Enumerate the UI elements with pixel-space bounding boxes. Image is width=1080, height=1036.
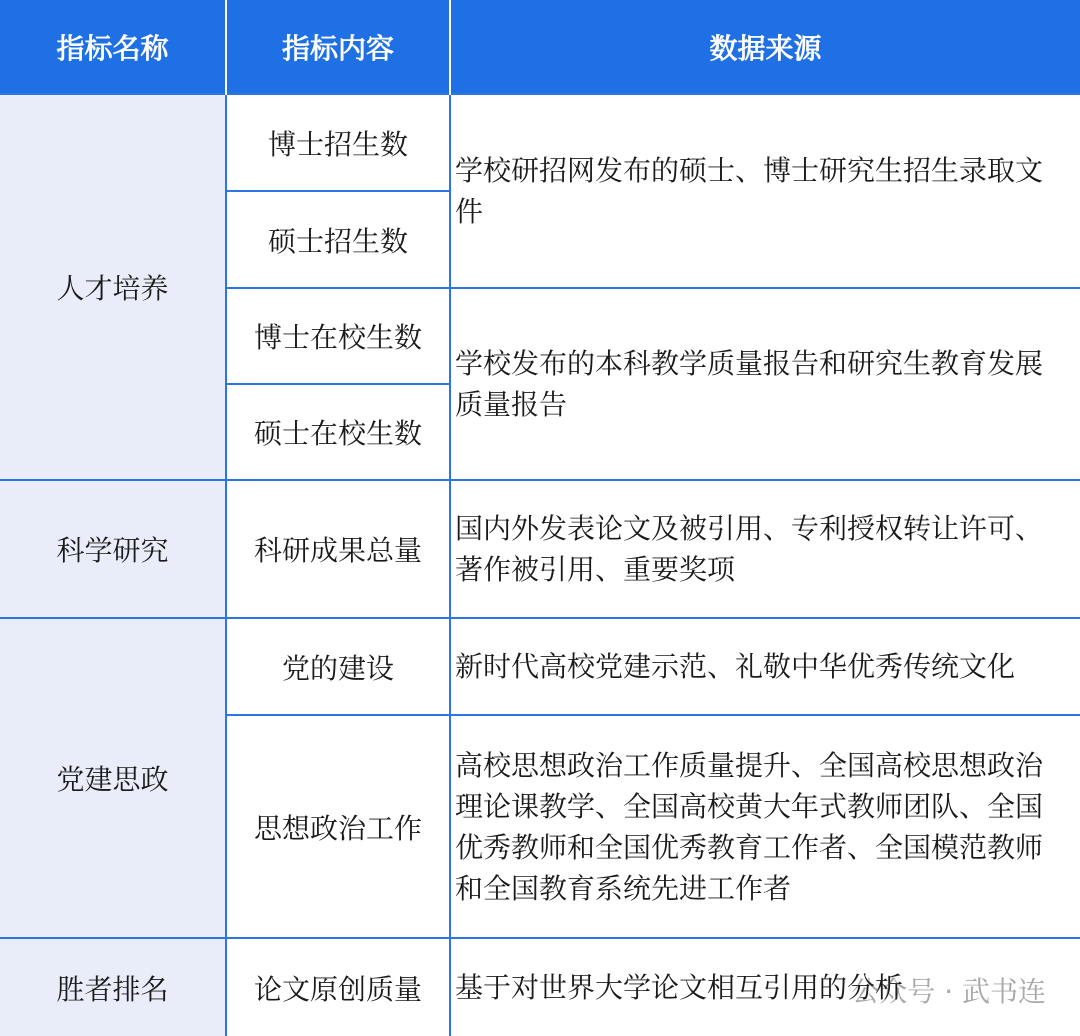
indicator-name-cell: 党建思政 [0, 618, 226, 938]
data-source-cell: 新时代高校党建示范、礼敬中华优秀传统文化 [450, 618, 1080, 715]
data-source-cell: 国内外发表论文及被引用、专利授权转让许可、著作被引用、重要奖项 [450, 480, 1080, 618]
table-row [0, 94, 1080, 191]
indicator-name-cell: 科学研究 [0, 480, 226, 618]
watermark: 公众号 · 武书连 [851, 975, 1046, 1008]
indicator-content-cell: 党的建设 [226, 618, 450, 715]
indicator-content-cell: 科研成果总量 [226, 480, 450, 618]
indicator-content-cell: 硕士招生数 [226, 191, 450, 288]
table-row [0, 480, 1080, 618]
header-row [0, 0, 1080, 94]
indicator-content-cell: 论文原创质量 [226, 938, 450, 1036]
data-source-cell: 学校研招网发布的硕士、博士研究生招生录取文件 [450, 94, 1080, 288]
header-indicator-name: 指标名称 [0, 0, 226, 94]
data-source-cell: 基于对世界大学论文相互引用的分析 [450, 938, 1080, 1036]
data-source-cell: 学校发布的本科教学质量报告和研究生教育发展质量报告 [450, 288, 1080, 480]
indicator-content-cell: 思想政治工作 [226, 715, 450, 938]
table-row [0, 618, 1080, 715]
indicator-name-cell: 胜者排名 [0, 938, 226, 1036]
indicator-content-cell: 博士在校生数 [226, 288, 450, 384]
header-data-source: 数据来源 [450, 0, 1080, 94]
header-indicator-content: 指标内容 [226, 0, 450, 94]
indicator-name-cell: 人才培养 [0, 94, 226, 480]
indicator-content-cell: 博士招生数 [226, 94, 450, 191]
data-source-cell: 高校思想政治工作质量提升、全国高校思想政治理论课教学、全国高校黄大年式教师团队、全国优秀教师和全国优秀教育工作者、全国模范教师和全国教育系统先进工作者 [450, 715, 1080, 938]
indicator-content-cell: 硕士在校生数 [226, 384, 450, 480]
